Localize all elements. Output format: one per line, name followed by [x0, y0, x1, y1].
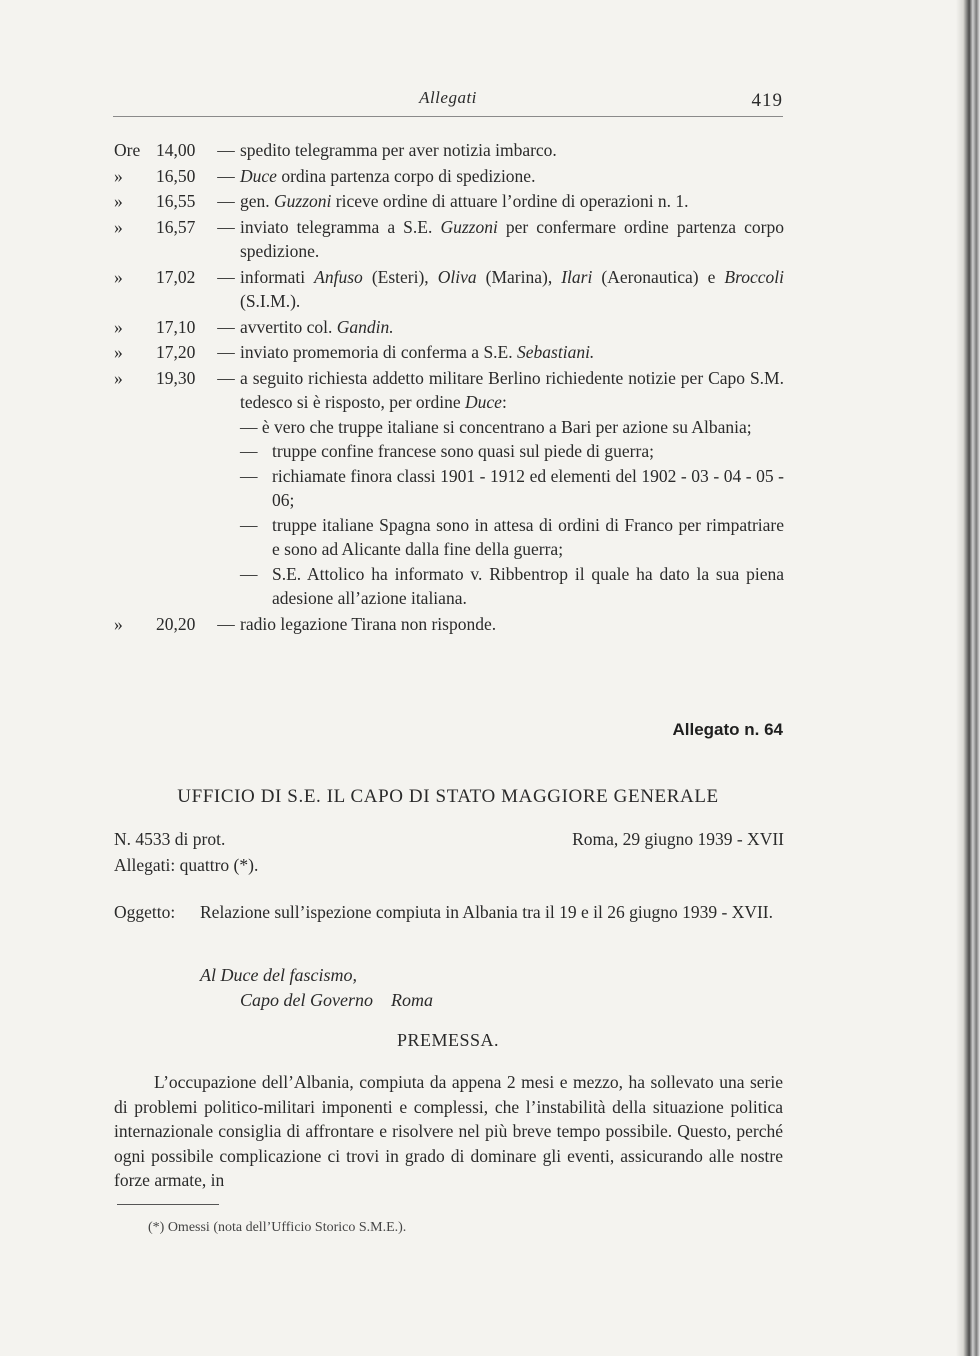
response-item [240, 415, 784, 440]
log-text-fragment: inviato telegramma a S.E. [240, 216, 441, 237]
log-mark: » [114, 165, 123, 186]
log-dash: — [217, 613, 235, 634]
response-dash: — [240, 465, 258, 486]
header-rule [113, 116, 783, 117]
page-header [113, 88, 783, 118]
log-text-fragment: informati [240, 266, 315, 287]
subject-block [114, 900, 784, 924]
response-text: truppe italiane Spagna sono in attesa di ordini di Franco per rimpatriare e sono ad Alicante dalla fine della guerra; [272, 514, 784, 559]
annex-label: Allegato n. 64 [672, 720, 783, 739]
footnote: (*) Omessi (nota dell’Ufficio Storico S.M.E.). [148, 1220, 407, 1235]
footnote-rule [117, 1204, 219, 1205]
place-date: Roma, 29 giugno 1939 - XVII [572, 829, 784, 849]
log-row [114, 189, 784, 214]
log-mark: » [114, 216, 123, 237]
response-list [240, 415, 784, 611]
log-dash: — [217, 342, 235, 362]
log-dash: — [217, 316, 235, 337]
log-dash: — [217, 216, 235, 237]
log-time: 16,57 [156, 216, 196, 237]
log-row [114, 612, 784, 637]
log-text-fragment: (Esteri), [362, 266, 438, 287]
log-text [240, 265, 784, 314]
log-text [240, 340, 784, 365]
log-time: 19,30 [156, 367, 196, 388]
log-dash: — [217, 367, 235, 388]
attachments-line: Allegati: quattro (*). [114, 855, 259, 875]
response-item [240, 562, 784, 611]
log-dash: — [217, 191, 235, 211]
subject-text: Relazione sull’ispezione compiuta in Albania tra il 19 e il 26 giugno 1939 - XVII. [200, 902, 773, 922]
response-item [240, 464, 784, 513]
log-mark: » [114, 191, 123, 211]
log-name-italic: Guzzoni [274, 191, 332, 211]
log-name-italic: Broccoli [724, 266, 784, 287]
address-recipient: Capo del Governo [240, 990, 373, 1010]
log-text-fragment: gen. [240, 191, 275, 211]
log-time: 17,02 [156, 266, 196, 287]
log-time: 16,55 [156, 191, 196, 211]
address-block [200, 963, 433, 1013]
response-dash: — [240, 416, 258, 437]
log-row [114, 215, 784, 264]
log-name-italic: Oliva [437, 266, 477, 287]
log-text-fragment: a seguito richiesta addetto militare Berlino richiedente notizie per Capo S.M. tedesco si è risposto, per ordine [240, 367, 784, 412]
log-text-fragment: (S.I.M.). [240, 291, 301, 311]
log-text [240, 315, 784, 340]
log-text [240, 138, 784, 163]
log-name-italic: Anfuso [314, 266, 363, 287]
log-dash: — [217, 165, 235, 186]
log-time: 17,20 [156, 342, 196, 362]
log-text-fragment: inviato promemoria di conferma a S.E. [240, 342, 518, 362]
response-item [240, 513, 784, 562]
address-city: Roma [390, 990, 433, 1010]
protocol-line [114, 829, 784, 850]
page-binding-edge [956, 0, 980, 1356]
log-name-italic: Duce [240, 165, 277, 186]
log-dash: — [217, 140, 235, 160]
telegram-log [114, 138, 784, 637]
log-mark: » [114, 266, 123, 287]
response-text: S.E. Attolico ha informato v. Ribbentrop il quale ha dato la sua piena adesione all’azione italiana. [272, 563, 784, 608]
page-number: 419 [751, 90, 783, 111]
log-text-fragment: (Marina), [476, 266, 562, 287]
log-text-fragment: (Aeronautica) e [592, 266, 725, 287]
response-text: è vero che truppe italiane si concentrano a Bari per azione su Albania; [257, 416, 752, 437]
log-time: 20,20 [156, 613, 196, 634]
log-time: 16,50 [156, 165, 196, 186]
log-text-fragment: radio legazione Tirana non risponde. [240, 613, 497, 634]
subject-label: Oggetto: [114, 902, 176, 922]
log-text-fragment: per confermare ordine partenza corpo spedizione. [240, 216, 784, 261]
log-name-italic: Duce [465, 392, 502, 412]
response-dash: — [240, 441, 258, 461]
log-time: 14,00 [156, 140, 196, 160]
log-text [240, 366, 784, 415]
log-name-italic: Gandin. [336, 316, 394, 337]
running-title: Allegati [419, 88, 477, 107]
log-text [240, 189, 784, 214]
log-name-italic: Sebastiani. [517, 342, 595, 362]
log-row [114, 164, 784, 189]
log-mark: » [114, 367, 123, 388]
log-mark: » [114, 316, 123, 337]
log-text [240, 164, 784, 189]
log-mark: » [114, 613, 123, 634]
log-row [114, 366, 784, 611]
log-row [114, 265, 784, 314]
response-text: truppe confine francese sono quasi sul piede di guerra; [272, 441, 654, 461]
address-line-2 [200, 988, 433, 1013]
log-text [240, 215, 784, 264]
log-name-italic: Guzzoni [440, 216, 498, 237]
log-row [114, 315, 784, 340]
log-mark: Ore [114, 140, 141, 160]
body-paragraph: L’occupazione dell’Albania, compiuta da appena 2 mesi e mezzo, ha sollevato una serie di problemi politico-militari imponenti e complessi, che l’instabilità della situazione politica internazionale consiglia di affrontare e risolvere nel più breve tempo possibile. Questo, perché ogni possibile complicazione ci trovi in grado di dominare gli eventi, assicurando alle nostre forze armate, in [114, 1072, 783, 1190]
log-text-fragment: riceve ordine di attuare l’ordine di operazioni n. 1. [331, 191, 689, 211]
log-row [114, 340, 784, 365]
protocol-number: N. 4533 di prot. [114, 829, 226, 849]
log-dash: — [217, 266, 235, 287]
log-row [114, 138, 784, 163]
address-line-1: Al Duce del fascismo, [200, 965, 357, 985]
log-time: 17,10 [156, 316, 196, 337]
office-title: UFFICIO DI S.E. IL CAPO DI STATO MAGGIORE GENERALE [177, 786, 719, 807]
response-item [240, 439, 784, 464]
response-dash: — [240, 563, 258, 584]
log-mark: » [114, 342, 123, 362]
response-text: richiamate finora classi 1901 - 1912 ed elementi del 1902 - 03 - 04 - 05 - 06; [272, 465, 784, 510]
section-title: PREMESSA. [396, 1030, 500, 1050]
log-text-fragment: avvertito col. [240, 316, 337, 337]
log-text-fragment: : [501, 392, 507, 412]
log-text [240, 612, 784, 637]
log-text-fragment: ordina partenza corpo di spedizione. [276, 165, 536, 186]
log-text-fragment: spedito telegramma per aver notizia imbarco. [240, 140, 557, 160]
log-name-italic: Ilari [561, 266, 593, 287]
response-dash: — [240, 514, 258, 535]
